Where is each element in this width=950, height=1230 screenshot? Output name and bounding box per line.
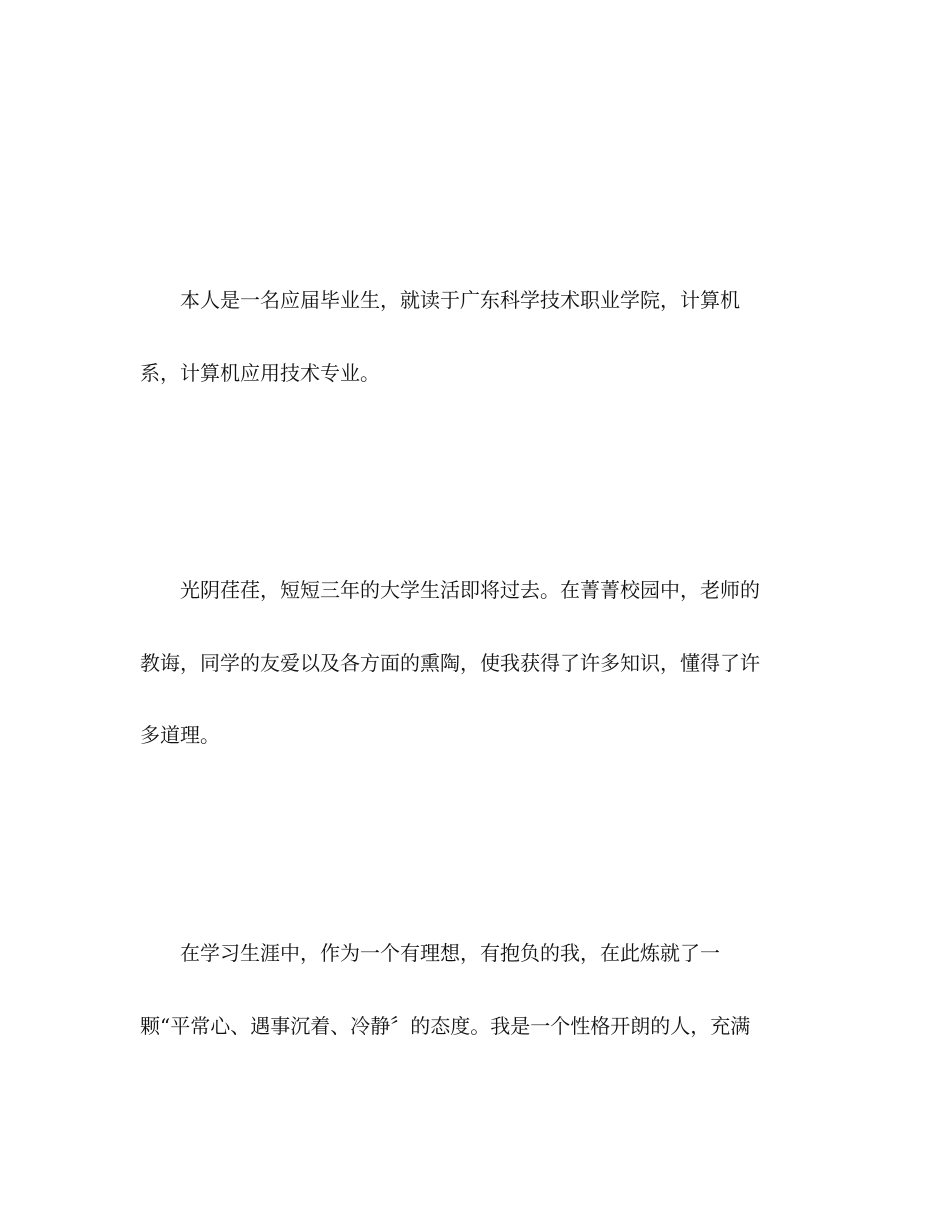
paragraph-line: 在学习生涯中，作为一个有理想，有抱负的我，在此炼就了一 bbox=[180, 941, 720, 965]
paragraph-line: 多道理。 bbox=[140, 723, 220, 747]
paragraph-line: 本人是一名应届毕业生，就读于广东科学技术职业学院，计算机 bbox=[180, 288, 740, 312]
paragraph-line: 颗“平常心、遇事沉着、冷静〞的态度。我是一个性格开朗的人，充满 bbox=[140, 1014, 751, 1038]
paragraph-line: 系，计算机应用技术专业。 bbox=[140, 361, 380, 385]
paragraph-line: 教诲，同学的友爱以及各方面的熏陶，使我获得了许多知识，懂得了许 bbox=[140, 651, 760, 675]
paragraph-line: 光阴荏荏，短短三年的大学生活即将过去。在菁菁校园中，老师的 bbox=[180, 578, 760, 602]
